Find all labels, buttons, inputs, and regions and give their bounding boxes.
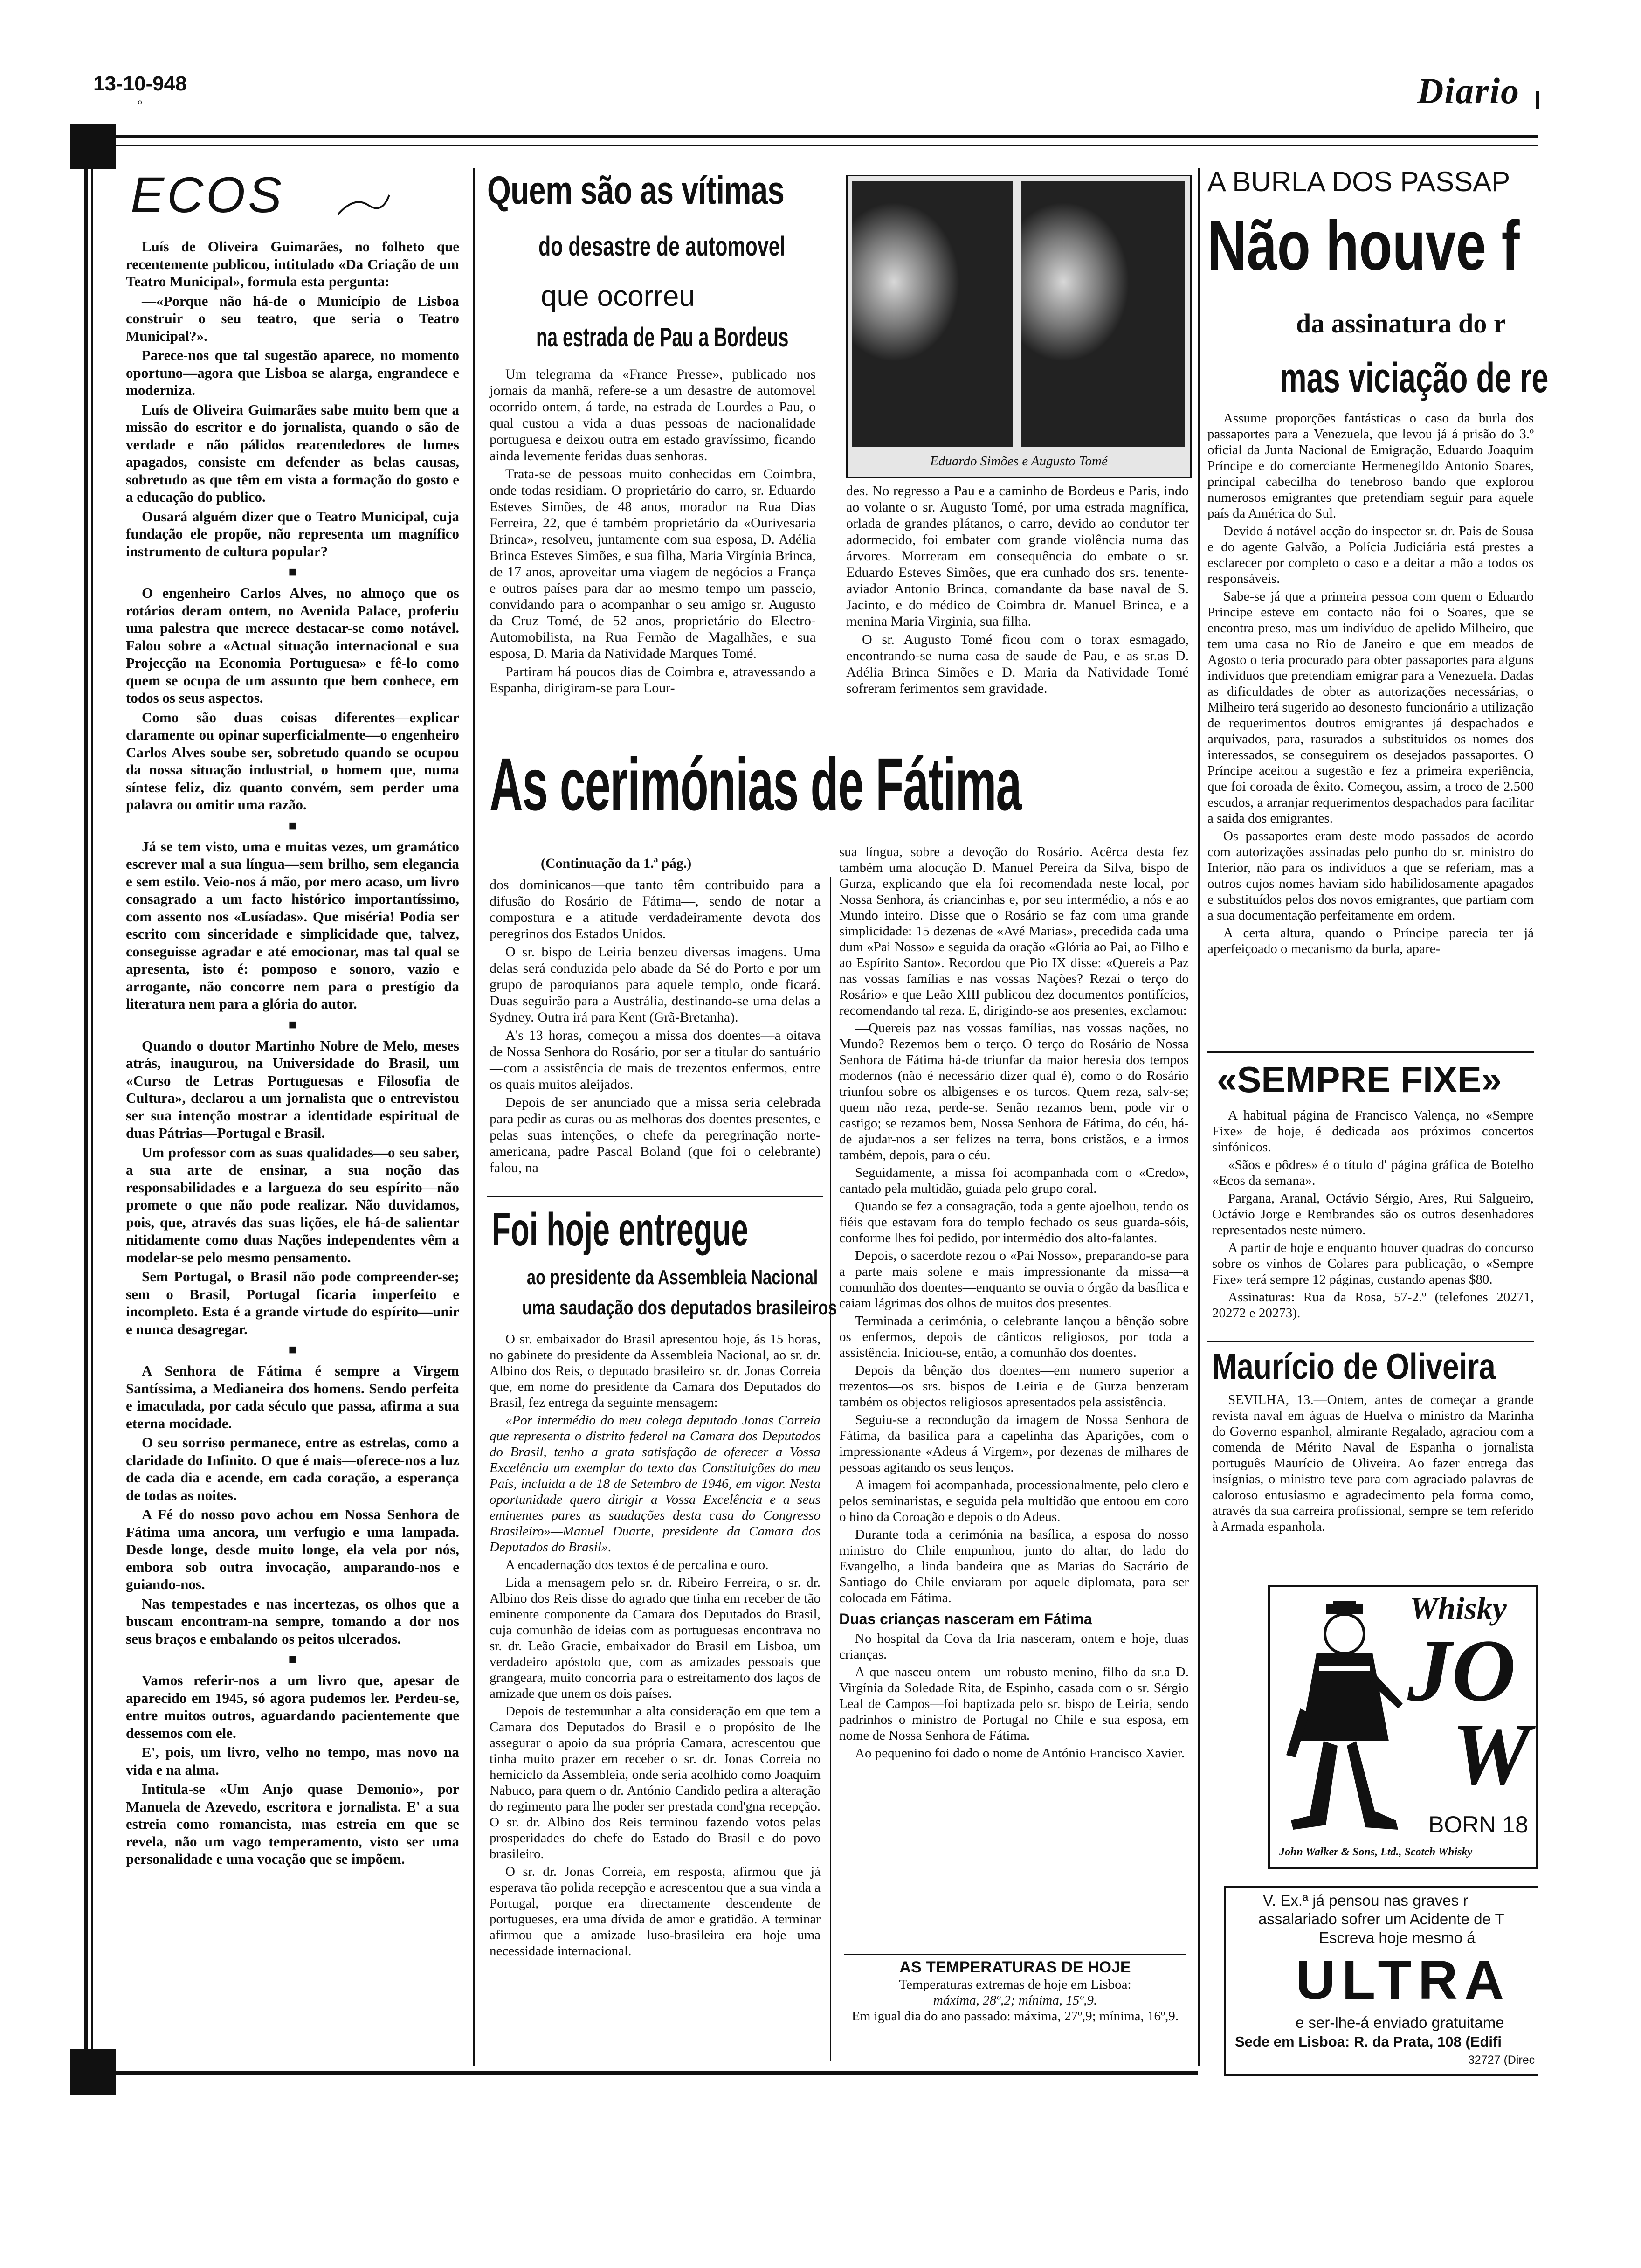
fatima-col1 <box>490 877 820 1178</box>
burla-paragraph: Devido á notável acção do inspector sr. dr. Pais de Sousa e do agente Galvão, a Polícia Judiciária está prestes a esclarecer por completo o caso e a deitar a mão a todos os responsáveis. <box>1207 524 1534 586</box>
striding-man-icon <box>1282 1601 1407 1839</box>
temps-rule <box>844 1954 1186 1955</box>
ecos-paragraph: Nas tempestades e nas incertezas, os olhos que a buscam encontram-na sempre, tomando a dor nos seus braços e embalando os peitos ulcerados. <box>126 1595 459 1647</box>
fatima-paragraph: Ao pequenino foi dado o nome de António Francisco Xavier. <box>855 1746 1185 1761</box>
mauricio-paragraph: SEVILHA, 13.—Ontem, antes de começar a grande revista naval em águas de Huelva o ministro da Marinha do Governo espanhol, almirante Regalado, agraciou com a comenda de Mérito Naval de Espanha o jornalista português Maurício de Oliveira. Ao fazer entrega das insígnias, o ministro teve para com agraciado palavras de caloroso entusiasmo e agradecimento pela forma como, através da sua carreira profissional, sempre se tem referido à Armada espanhola. <box>1212 1392 1534 1534</box>
ecos-paragraph: Ousará alguém dizer que o Teatro Municipal, cuja fundação ele propõe, não representa um magnífico instrumento de cultura popular? <box>126 508 459 560</box>
entregue-paragraph: Lida a mensagem pelo sr. dr. Ribeiro Ferreira, o sr. dr. Albino dos Reis disse do agrado que tinha em receber de tão eminente componente da Camara dos Deputados do Brasil, cuja comunhão de ideias com as portuguesas encontrava no sr. dr. Leão Gracie, embaixador do Brasil em Lisboa, um verdadeiro apóstolo que, com as amizades pessoais que grangeara, muito concorria para o estreitamento dos laços de amizade que unem os dois países. <box>490 1575 820 1701</box>
fatima-paragraph: Depois, o sacerdote rezou o «Pai Nosso», preparando-se para a parte mais solene e mais impressionante da missa—a comunhão dos doentes—enquanto se ouvia o órgão da basílica e caiam lágrimas dos olhos de muitos dos presentes. <box>839 1248 1189 1311</box>
masthead-mark <box>1536 91 1539 109</box>
temps-title: AS TEMPERATURAS DE HOJE <box>899 1958 1131 1976</box>
col-rule-2 <box>1198 168 1200 2066</box>
ecos-paragraph: Parece-nos que tal sugestão aparece, no momento oportuno—agora que Lisboa se alarga, engrandece e moderniza. <box>126 347 459 398</box>
portrait-photo-tome <box>1021 181 1185 447</box>
fatima-paragraph: Seguiu-se a recondução da imagem de Nossa Senhora de Fátima, da basílica para a capelinha das Aparições, com o impressionante «Adeus á Virgem», por dezenas de milhares de pessoas agitando os seus lenços. <box>839 1412 1189 1475</box>
fatima-paragraph: A que nasceu ontem—um robusto menino, filho da sr.a D. Virgínia da Soledade Rita, de Espinho, casada com o sr. Sérgio Leal de Campos—foi baptizada pelo sr. bispo de Leiria, sendo padrinhos o ministro de Portugal no Chile e sua esposa, em nome de Nossa Senhora de Fátima. <box>839 1665 1189 1743</box>
ultra-ad-line: Sede em Lisboa: R. da Prata, 108 (Edifi <box>1235 2033 1502 2050</box>
ecos-paragraph: Luís de Oliveira Guimarães, no folheto que recentemente publicou, intitulado «Da Criação de um Teatro Municipal», formula esta pergunta: <box>126 238 459 290</box>
ecos-paragraph: Vamos referir-nos a um livro que, apesar de aparecido em 1945, só agora pudemos ler. Perdeu-se, entre muitos outros, aguardando pacientemente que dessemos com ele. <box>126 1672 459 1741</box>
sempre-paragraph: A habitual página de Francisco Valença, no «Sempre Fixe» de hoje, é dedicada aos próximos concertos sinfónicos. <box>1212 1108 1534 1155</box>
fatima-paragraph: A's 13 horas, começou a missa dos doentes—a oitava de Nossa Senhora do Rosário, por ser a titular do santuário—com a assistência de mais de trezentos enfermos, entre os quais muitos aleijados. <box>490 1028 820 1092</box>
vitimas-paragraph: des. No regresso a Pau e a caminho de Bordeus e Paris, indo ao volante o sr. Augusto Tomé, por uma estrada magnífica, orlada de grandes plátanos, o carro, devido ao condutor ter adormecido, foi embater com grande violência numa das árvores. Morreram em consequência do embate o sr. Eduardo Esteves Simões, que era cunhado dos srs. tenente-aviador Antonio Brinca, comandante da base naval de S. Jacinto, e do médico de Coimbra dr. Manuel Brinca, e a menina Maria Virginia, sua filha. <box>846 483 1189 629</box>
entregue-body <box>490 1331 820 1961</box>
temps-line: Temperaturas extremas de hoje em Lisboa: <box>899 1977 1131 1992</box>
whisky-ad-born: BORN 18 <box>1428 1812 1528 1838</box>
temps-line: máxima, 28º,2; mínima, 15º,9. <box>933 1993 1097 2008</box>
section-bullet-icon: ■ <box>288 1342 297 1357</box>
entregue-paragraph: O sr. embaixador do Brasil apresentou hoje, ás 15 horas, no gabinete do presidente da Assembleia Nacional, ao sr. dr. Albino dos Reis, o deputado brasileiro sr. dr. Jonas Correia que, em nome do presidente da Camara dos Deputados do Brasil, fez entrega da seguinte mensagem: <box>490 1332 820 1410</box>
fatima-paragraph: No hospital da Cova da Iria nasceram, ontem e hoje, duas crianças. <box>839 1631 1189 1662</box>
sempre-rule <box>1207 1051 1534 1053</box>
ultra-ad-line: V. Ex.ª já pensou nas graves r <box>1263 1892 1469 1909</box>
sempre-paragraph: «Sãos e pôdres» é o título d' página gráfica de Botelho «Ecos da semana». <box>1212 1157 1534 1188</box>
left-frame-rule <box>84 168 88 2070</box>
ecos-paragraph: —«Porque não há-de o Município de Lisboa construir o seu teatro, que seria o Teatro Municipal?». <box>126 292 459 344</box>
burla-paragraph: Sabe-se já que a primeira pessoa com quem o Eduardo Principe esteve em contacto não foi o Soares, que se encontra preso, mas um indivíduo de apelido Milheiro, que tem uma casa no Rio de Janeiro e que em meados de Agosto o teria procurado para obter passaportes para alguns indivíduos que pretendiam emigrar para a Venezuela. Dadas as dificuldades de obter as autorizações necessárias, o Milheiro terá sugerido ao desonesto funcionário a utilização de requerimentos doutros emigrantes já despachados e arquivados, para, rasurados a substituidos os nomes dos interessados, se conseguirem os desejados passaportes. O Príncipe aceitou a sugestão e fez a primeira experiência, que foi coroada de êxito. Começou, assim, a troco de 2.500 escudos, a arranjar requerimentos despachados para facilitar a saida dos emigrantes. <box>1207 589 1534 826</box>
whisky-ad-big-1: JO <box>1407 1622 1516 1720</box>
sempre-paragraph: Pargana, Aranal, Octávio Sérgio, Ares, Rui Salgueiro, Octávio Jorge e Rembrandes são os outros desenhadores representados neste número. <box>1212 1191 1534 1238</box>
burla-body <box>1207 410 1534 959</box>
burla-kicker: A BURLA DOS PASSAP <box>1207 166 1510 197</box>
entregue-paragraph: A encadernação dos textos é de percalina e ouro. <box>505 1557 769 1572</box>
entregue-paragraph: O sr. dr. Jonas Correia, em resposta, afirmou que já esperava tão polida recepção e acrescentou que a sua vinda a Portugal, porque era directamente descendente de portugueses, era uma dívida de amor e gratidão. A terminar afirmou que a amizade luso-brasileira era hoje uma necessidade internacional. <box>490 1864 820 1958</box>
whisky-ad-big-2: W <box>1452 1706 1531 1804</box>
fatima-paragraph: Quando se fez a consagração, toda a gente ajoelhou, tendo os fiéis que estavam fora do templo fechado os seus guarda-sóis, conforme lhes foi pedido, por intermédio dos alto-falantes. <box>839 1199 1189 1245</box>
entregue-subhead-2: uma saudação dos deputados brasileiros <box>522 1296 837 1319</box>
fatima-paragraph: Durante toda a cerimónia na basílica, a esposa do nosso ministro do Chile empunhou, junto do altar, do lado do Evangelho, a linda bandeira que as Marias do Sacrário de Santiago do Chile enviaram por aquele diplomata, para ser colocada em Fátima. <box>839 1527 1189 1605</box>
ecos-article <box>126 238 459 1870</box>
section-bullet-icon: ■ <box>288 1652 297 1667</box>
ecos-paragraph: O seu sorriso permanece, entre as estrelas, como a claridade do Infinito. O que é mais—oferece-nos a luz de cada dia e acende, em cada coração, a esperança de todas as noites. <box>126 1434 459 1503</box>
sempre-paragraph: A partir de hoje e enquanto houver quadras do concurso sobre os vinhos de Colares para publicação, o «Sempre Fixe» terá sempre 12 páginas, custando apenas $80. <box>1212 1240 1534 1287</box>
ecos-title: ECOS <box>131 166 285 223</box>
masthead: Diario <box>1417 70 1520 111</box>
ecos-paragraph: Sem Portugal, o Brasil não pode compreender-se; sem o Brasil, Portugal ficaria imperfeito e incompleto. Esta é a grande virtude do espírito—unir e nunca desagregar. <box>126 1268 459 1337</box>
fatima-paragraph: Depois da bênção dos doentes—em numero superior a trezentos—os srs. bispos de Leiria e de Gurza benzeram também os objectos religiosos apresentados pela assistência. <box>839 1363 1189 1410</box>
ecos-paragraph: Um professor com as suas qualidades—o seu saber, a sua arte de ensinar, a sua noção das responsabilidades e a largueza do seu espírito—não promete o que não pode realizar. Não duvidamos, pois, que, através das suas lições, ele há-de salientar nitidamente como duas Nações independentes vêm a modelar-se pelo mesmo pensamento. <box>126 1144 459 1265</box>
ecos-paragraph: Quando o doutor Martinho Nobre de Melo, meses atrás, inaugurou, na Universidade do Brasil, um «Curso de Letras Portuguesas e Filosofia de Cultura», declarou a um jornalista que o entrevistou ser sua intenção mostrar a identidade espiritual de duas Pátrias—Portugal e Brasil. <box>126 1037 459 1141</box>
section-bullet-icon: ■ <box>288 1016 297 1032</box>
left-frame-rule-thin <box>91 168 93 2070</box>
page-date: 13-10-948 <box>93 72 187 95</box>
sempre-paragraph: Assinaturas: Rua da Rosa, 57-2.º (telefones 20271, 20272 e 20273). <box>1212 1290 1534 1321</box>
corner-block-top <box>70 124 116 169</box>
burla-paragraph: Os passaportes eram deste modo passados de acordo com autorizações assinadas pelo punho do sr. ministro do Interior, não para os indivíduos a que se referiam, mas a outros cujos nomes haviam sido habilidosamente apagados e substituídos pelos dos novos emigrantes, que partiam com a sua documentação perfeitamente em ordem. <box>1207 829 1534 923</box>
portrait-photo-simoes <box>852 181 1013 447</box>
vitimas-paragraph: Trata-se de pessoas muito conhecidas em Coimbra, onde todas residiam. O proprietário do carro, sr. Eduardo Esteves Simões, de 48 anos, morador na Rua Dias Ferreira, 22, que é também proprietário da «Ourivesaria Brinca», resolveu, juntamente com sua esposa, D. Adélia Brinca Esteves Simões, e sua filha, Maria Virgínia Brinca, de 17 anos, aproveitar uma viagem de negócios a França e outros países para dar ao mesmo tempo um passeio, convidando para o acompanhar o seu amigo sr. Augusto da Cruz Tomé, de 52 anos, proprietário do Electro-Automobilista, na Rua Fernão de Magalhães, e sua esposa, D. Maria da Natividade Marques Tomé. <box>490 466 816 661</box>
ultra-ad-brand: ULTRA <box>1296 1950 1511 2011</box>
ecos-flourish <box>336 191 392 219</box>
ecos-paragraph: Luís de Oliveira Guimarães sabe muito bem que a missão do escritor e do jornalista, quando o são de verdade e não pálidos reacendedores de lumes apagados, consiste em defender as belas causas, sobretudo as que têm em vista a formação do gosto e a educação do publico. <box>126 401 459 505</box>
sempre-fixe-title: «SEMPRE FIXE» <box>1217 1059 1502 1100</box>
burla-headline: Não houve f <box>1207 206 1520 284</box>
fatima-paragraph: A imagem foi acompanhada, processionalmente, pelo clero e pelos seminaristas, e seguida pela multidão que entoou em coro o hino da Coroação e depois o do Adeus. <box>839 1478 1189 1524</box>
fatima-continuation: (Continuação da 1.ª pág.) <box>541 856 692 871</box>
entregue-paragraph: «Por intermédio do meu colega deputado Jonas Correia que representa o distrito federal na Camara dos Deputados do Brasil, tenho a grata satisfação de oferecer a Vossa Excelência um exemplar do texto das Constituições do meu País, incluida a de 18 de Setembro de 1946, em vigor. Nesta oportunidade quero dirigir a Vossa Excelência e a seus eminentes pares as saudações desta casa do Congresso Brasileiro»—Manuel Duarte, presidente da Camara dos Deputados do Brasil». <box>490 1413 820 1555</box>
ultra-ad-line: assalariado sofrer um Acidente de T <box>1258 1910 1504 1928</box>
sempre-fixe-body <box>1212 1107 1534 1323</box>
corner-block-bottom <box>70 2049 116 2095</box>
vitimas-subhead-2: que ocorreu <box>541 280 695 312</box>
ecos-paragraph: Já se tem visto, uma e muitas vezes, um gramático escrever mal a sua língua—sem brilho, sem elegancia e sem estilo. Veio-nos á mão, por mero acaso, um livro consagrado a um facto histórico importantíssimo, com assento nos «Lusíadas». Que miséria! Podia ser escrito com sinceridade e simplicidade que, talvez, conseguisse agradar e até emocionar, mas tal qual se apresenta, isto é: pomposo e sonoro, vazio e arrogante, não concorre nem para o prestígio da literatura nem para a glória do autor. <box>126 838 459 1012</box>
vitimas-headline: Quem são as vítimas <box>487 168 785 212</box>
vitimas-body-right <box>846 483 1189 698</box>
vitimas-photo-frame <box>846 175 1192 478</box>
ecos-paragraph: Como são duas coisas diferentes—explicar claramente ou opinar superficialmente—o engenheiro Carlos Alves soube ser, sobretudo quando se ocupou da nossa situação industrial, o homem que, numa síntese feliz, diz quanto convém, sem perder uma palavra ou omitir uma razão. <box>126 709 459 813</box>
temps-box <box>844 1958 1186 2024</box>
ultra-ad-line: Escreva hoje mesmo á <box>1319 1929 1476 1946</box>
burla-paragraph: Assume proporções fantásticas o caso da burla dos passaportes para a Venezuela, que levou já á prisão do 3.º oficial da Junta Nacional de Emigração, Eduardo Joaquim Príncipe e do comerciante Hermenegildo Antonio Soares, principal cabecilha do tenebroso bando que explorou numerosos emigrantes que pretendiam seguir para aquele país da América do Sul. <box>1207 411 1534 521</box>
footer-rule <box>112 2071 1198 2075</box>
vitimas-paragraph: Partiram há poucos dias de Coimbra e, atravessando a Espanha, dirigiram-se para Lour- <box>490 664 816 696</box>
vitimas-body-left <box>490 366 816 698</box>
fatima-subheading: Duas crianças nasceram em Fátima <box>839 1611 1092 1627</box>
burla-paragraph: A certa altura, quando o Príncipe parecia ter já aperfeiçoado o mecanismo da burla, apare- <box>1207 926 1534 956</box>
fatima-paragraph: Terminada a cerimónia, o celebrante lançou a bênção sobre os enfermos, depois de cânticos religiosos, por toda a assistência. Iniciou-se, então, a comunhão dos doentes. <box>839 1314 1189 1360</box>
vitimas-subhead-3: na estrada de Pau a Bordeus <box>536 322 789 353</box>
ecos-paragraph: E', pois, um livro, velho no tempo, mas novo na vida e na alma. <box>126 1744 459 1778</box>
burla-subhead-2: mas viciação de re <box>1280 355 1549 401</box>
temps-line: Em igual dia do ano passado: máxima, 27º,9; mínima, 16º,9. <box>852 2009 1179 2024</box>
burla-subhead-1: da assinatura do r <box>1296 308 1506 339</box>
ecos-paragraph: Intitula-se «Um Anjo quase Demonio», por Manuela de Azevedo, escritora e jornalista. E' a sua estreia como romancista, mas estreia em que se revela, não um vago temperamento, visto ser uma personalidade e uma vocação que se impõem. <box>126 1781 459 1867</box>
fatima-headline: As cerimónias de Fátima <box>490 742 1021 826</box>
col-rule-1 <box>473 168 475 2066</box>
entregue-rule <box>487 1196 823 1197</box>
whisky-ad-top: Whisky <box>1410 1590 1507 1626</box>
page-number-mark: ° <box>138 98 143 111</box>
entregue-paragraph: Depois de testemunhar a alta consideração em que tem a Camara dos Deputados do Brasil e o propósito de lhe assegurar o apoio da sua própria Camara, acrescentou que tinha muito prazer em receber o sr. dr. Jonas Correia no hemiciclo da Assembleia, onde seria acolhido como Joaquim Nabuco, para quem o dr. António Candido pedira a alteração do regimento para lhe poder ser prestada cond'gna recepção. O sr. dr. Albino dos Reis terminou fazendo votos pelas prosperidades do chefe do Estado do Brasil e do povo brasileiro. <box>490 1704 820 1861</box>
fatima-paragraph: Depois de ser anunciado que a missa seria celebrada para pedir as curas ou as melhoras dos doentes presentes, e pelas suas intenções, o chefe da peregrinação norte-americana, padre Pascal Boland (que foi o celebrante) falou, na <box>490 1095 820 1175</box>
mauricio-body <box>1212 1392 1534 1536</box>
entregue-subhead-1: ao presidente da Assembleia Nacional <box>527 1266 818 1289</box>
col-rule-fatima <box>830 877 831 2061</box>
ecos-paragraph: A Senhora de Fátima é sempre a Virgem Santíssima, a Medianeira dos homens. Sendo perfeita e imaculada, por cada século que passa, afirma a sua eterna mocidade. <box>126 1362 459 1431</box>
mauricio-title: Maurício de Oliveira <box>1212 1346 1496 1387</box>
ecos-paragraph: A Fé do nosso povo achou em Nossa Senhora de Fátima uma ancora, um verfugio e uma lampada. Desde longe, desde muito longe, ela vela por nós, embora sob outra invocação, amparando-nos e guiando-nos. <box>126 1506 459 1592</box>
vitimas-subhead-1: do desastre de automovel <box>538 231 786 262</box>
fatima-paragraph: —Quereis paz nas vossas famílias, nas vossas nações, no Mundo? Rezemos bem o terço. O terço do Rosário de Nossa Senhora de Fátima há-de triunfar da maior heresia dos tempos modernos (não é necessário dizer qual é), como o do Rosário triunfou sobre os albigenses e os turcos. Quem reza, salv-se; quem não reza, perde-se. Senão rezamos bem, pode vir o castigo; se rezamos bem, Nossa Senhora de Fátima, do céu, há-de ajudar-nos a ser felizes na terra, bons cristãos, e a irmos também, depois, para o céu. <box>839 1021 1189 1162</box>
ultra-ad-line: 32727 (Direc <box>1468 2054 1535 2067</box>
mauricio-rule <box>1207 1341 1534 1342</box>
fatima-paragraph: sua língua, sobre a devoção do Rosário. Acêrca desta fez também uma alocução D. Manuel Pereira da Silva, bispo de Gurza, explicando que ela foi recomendada neste local, por Nossa Senhora, ás criancinhas e, por seu intermédio, a nós e ao Mundo inteiro. Disse que o Rosário se faz com uma grande simplicidade: 15 dezenas de «Avé Marias», precedida cada uma dum «Pai Nosso» e seguida da oração «Glória ao Pai, ao Filho e ao Espírito Santo». Recordou que Pio IX disse: «Quereis a Paz nas vossas famílias e nas vossas Nações? Rezai o terço do Rosário» e que Leão XIII publicou dez documentos pontifícios, recomendando tal reza. E, dirigindo-se aos presentes, exclamou: <box>839 844 1189 1018</box>
section-bullet-icon: ■ <box>288 564 297 580</box>
header-rule-top <box>82 135 1538 138</box>
whisky-ad <box>1268 1585 1538 1869</box>
ultra-ad <box>1224 1886 1538 2076</box>
fatima-paragraph: dos dominicanos—que tanto têm contribuido para a difusão do Rosário de Fátima—, sendo de notar a compostura e a atitude verdadeiramente devota dos peregrinos dos Estados Unidos. <box>490 877 820 941</box>
vitimas-paragraph: Um telegrama da «France Presse», publicado nos jornais da manhã, refere-se a um desastre de automovel ocorrido ontem, á tarde, na estrada de Lourdes a Pau, o qual custou a vida a duas pessoas de nacionalidade portuguesa e deixou outra em estado gravíssimo, ficando ainda levemente feridas duas senhoras. <box>490 366 816 463</box>
fatima-paragraph: Seguidamente, a missa foi acompanhada com o «Credo», cantado pela multidão, guiada pelo grupo coral. <box>839 1165 1189 1196</box>
ecos-paragraph: O engenheiro Carlos Alves, no almoço que os rotários deram ontem, no Avenida Palace, proferiu uma palestra que merece destacar-se como notável. Falou sobre a «Actual situação internacional e sua Projecção na Economia Portuguesa» e fê-lo como quem se ocupa de um assunto que bem conhece, em todos os seus aspectos. <box>126 585 459 706</box>
ultra-ad-line: e ser-lhe-á enviado gratuitame <box>1296 2014 1504 2031</box>
entregue-headline: Foi hoje entregue <box>492 1203 749 1256</box>
header-rule-thin <box>82 145 1538 146</box>
vitimas-paragraph: O sr. Augusto Tomé ficou com o torax esmagado, encontrando-se numa casa de saude de Pau, e as sr.as D. Adélia Brinca Simões e D. Maria da Natividade Tomé sofreram ferimentos sem gravidade. <box>846 632 1189 696</box>
photo-caption: Eduardo Simões e Augusto Tomé <box>930 454 1108 469</box>
fatima-paragraph: O sr. bispo de Leiria benzeu diversas imagens. Uma delas será conduzida pelo abade da Sé do Porto e por um grupo de paroquianos para aquele templo, onde ficará. Duas seguirão para a Austrália, destinando-se uma delas a Sydney. Outra irá para Kent (Grã-Bretanha). <box>490 944 820 1025</box>
fatima-col2 <box>839 844 1189 1763</box>
section-bullet-icon: ■ <box>288 817 297 833</box>
whisky-ad-footer: John Walker & Sons, Ltd., Scotch Whisky <box>1279 1846 1473 1858</box>
